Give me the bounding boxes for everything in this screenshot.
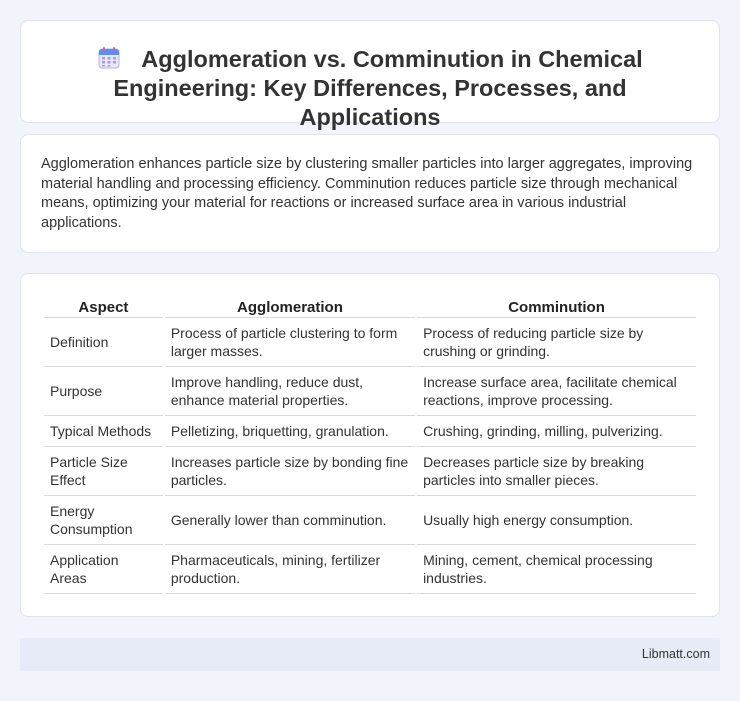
table-cell: Process of particle clustering to form larger masses. bbox=[165, 318, 415, 367]
column-header-agglomeration: Agglomeration bbox=[165, 294, 415, 318]
column-header-comminution: Comminution bbox=[417, 294, 696, 318]
table-cell: Purpose bbox=[44, 367, 163, 416]
summary-text: Agglomeration enhances particle size by clustering smaller particles into larger aggregates, improving material handling and processing efficiency. Comminution reduces particle size through mechanical means, optimizing your material for reactions or increased surface area in various industrial applications. bbox=[41, 156, 693, 231]
table-cell: Pharmaceuticals, mining, fertilizer production. bbox=[165, 545, 415, 594]
calendar-icon bbox=[97, 46, 121, 70]
table-row bbox=[44, 416, 696, 447]
table-cell: Mining, cement, chemical processing industries. bbox=[417, 545, 696, 594]
comparison-table bbox=[42, 294, 698, 594]
table-row bbox=[44, 545, 696, 594]
page-title-text: Agglomeration vs. Comminution in Chemical Engineering: Key Differences, Processes, and Applications bbox=[113, 46, 643, 130]
page-title bbox=[21, 21, 719, 132]
footer bbox=[20, 638, 720, 671]
table-header-row bbox=[44, 294, 696, 318]
table-row bbox=[44, 318, 696, 367]
summary-card bbox=[20, 134, 720, 253]
column-header-aspect: Aspect bbox=[44, 294, 163, 318]
table-cell: Energy Consumption bbox=[44, 496, 163, 545]
table-cell: Pelletizing, briquetting, granulation. bbox=[165, 416, 415, 447]
comparison-card bbox=[20, 273, 720, 617]
table-cell: Generally lower than comminution. bbox=[165, 496, 415, 545]
table-cell: Application Areas bbox=[44, 545, 163, 594]
table-cell: Definition bbox=[44, 318, 163, 367]
table-cell: Typical Methods bbox=[44, 416, 163, 447]
table-cell: Increases particle size by bonding fine particles. bbox=[165, 447, 415, 496]
table-row bbox=[44, 496, 696, 545]
table-row bbox=[44, 367, 696, 416]
table-cell: Crushing, grinding, milling, pulverizing. bbox=[417, 416, 696, 447]
table-cell: Improve handling, reduce dust, enhance material properties. bbox=[165, 367, 415, 416]
footer-site-link[interactable]: Libmatt.com bbox=[641, 647, 710, 661]
table-cell: Process of reducing particle size by crushing or grinding. bbox=[417, 318, 696, 367]
title-card bbox=[20, 20, 720, 130]
table-row bbox=[44, 447, 696, 496]
table-cell: Usually high energy consumption. bbox=[417, 496, 696, 545]
table-cell: Increase surface area, facilitate chemical reactions, improve processing. bbox=[417, 367, 696, 416]
table-cell: Particle Size Effect bbox=[44, 447, 163, 496]
table-cell: Decreases particle size by breaking particles into smaller pieces. bbox=[417, 447, 696, 496]
